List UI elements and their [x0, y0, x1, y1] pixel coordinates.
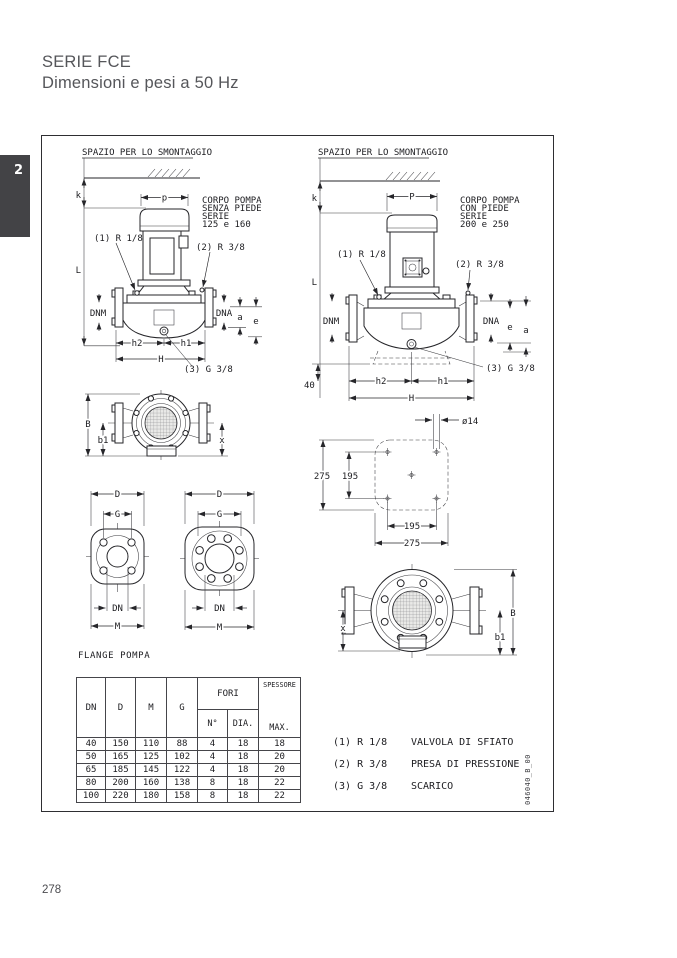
drawing-code: 046040_B_00	[524, 754, 532, 805]
col-header-dia: DIA.	[228, 710, 259, 738]
flange2-dim-G: G	[216, 510, 223, 520]
strainer	[145, 407, 177, 439]
right-dim-b1: b1	[494, 633, 506, 643]
left-dim-h1: h1	[180, 339, 192, 349]
flange2-dim-M: M	[216, 623, 223, 633]
spessore-label: SPESSORE	[263, 681, 296, 689]
strainer	[393, 591, 432, 630]
section-tab-number: 2	[13, 163, 23, 178]
page-subtitle: Dimensioni e pesi a 50 Hz	[42, 74, 239, 92]
flange2-dim-D: D	[216, 490, 223, 500]
left-dim-h2: h2	[131, 339, 143, 349]
flange-section-title: FLANGE POMPA	[78, 651, 151, 661]
left-motor	[137, 209, 191, 295]
left-pump-side-view	[76, 148, 263, 375]
left-dim-a: a	[237, 313, 243, 323]
pressure-tap	[200, 288, 204, 292]
pressure-tap	[466, 291, 470, 295]
legend-desc: PRESA DI PRESSIONE	[411, 759, 520, 770]
right-dim-H: H	[408, 394, 415, 404]
right-dim-e: e	[507, 323, 513, 333]
page-title: SERIE FCE	[42, 53, 131, 71]
left-corpo-note	[202, 196, 262, 230]
col-header-spessore	[259, 678, 301, 738]
left-dim-x: x	[219, 436, 225, 446]
left-note2: (2) R 3/8	[196, 243, 245, 253]
col-header-fori: FORI	[198, 678, 259, 710]
table-row: 50 165 125 102 4 18 20	[77, 751, 301, 764]
right-note2: (2) R 3/8	[455, 260, 504, 270]
left-space-label: SPAZIO PER LO SMONTAGGIO	[82, 148, 213, 158]
legend-code: (2) R 3/8	[333, 759, 388, 770]
right-pump-top-view	[338, 564, 517, 658]
table-row: 40 150 110 88 4 18 18	[77, 738, 301, 751]
svg-text:SENZA PIEDE: SENZA PIEDE	[202, 204, 262, 214]
left-dim-p: p	[161, 193, 168, 204]
flange-4-hole-view	[86, 490, 149, 632]
right-note3: (3) G 3/8	[486, 364, 535, 374]
flange-table	[76, 677, 301, 803]
left-dim-dnm: DNM	[89, 309, 107, 319]
page-number: 278	[42, 884, 62, 896]
left-ceiling-hatch	[148, 169, 190, 177]
left-dim-L: L	[75, 266, 81, 276]
vent-valve	[135, 291, 139, 295]
svg-text:CON PIEDE: CON PIEDE	[460, 204, 509, 214]
left-dim-H: H	[158, 355, 164, 365]
svg-text:SERIE: SERIE	[202, 212, 230, 222]
legend-desc: VALVOLA DI SFIATO	[411, 737, 514, 748]
svg-text:SERIE: SERIE	[460, 212, 488, 222]
flange1-dim-G: G	[114, 510, 121, 520]
svg-text:CORPO POMPA: CORPO POMPA	[202, 196, 262, 206]
right-dim-p: P	[409, 192, 415, 203]
base-dim-275v: 275	[313, 472, 331, 482]
col-header-d: D	[106, 678, 136, 738]
flange1-dim-D: D	[114, 490, 121, 500]
svg-text:CORPO POMPA: CORPO POMPA	[460, 196, 520, 206]
legend	[333, 737, 519, 803]
flange-8-hole-view	[180, 490, 259, 633]
col-header-dn: DN	[77, 678, 106, 738]
right-motor	[383, 215, 441, 300]
left-note1: (1) R 1/8	[94, 234, 143, 244]
right-dim-L: L	[311, 278, 317, 288]
table-row: 100 220 180 158 8 18 22	[77, 790, 301, 803]
legend-code: (1) R 1/8	[333, 737, 388, 748]
right-dim-x: x	[340, 624, 346, 634]
left-dim-k: k	[75, 191, 81, 201]
right-dim-40: 40	[304, 381, 315, 391]
legend-item	[333, 759, 519, 781]
left-dim-dna: DNA	[215, 309, 233, 319]
right-space-label: SPAZIO PER LO SMONTAGGIO	[318, 148, 449, 158]
drain-plug	[160, 327, 168, 335]
left-pump-top-view	[85, 390, 228, 460]
right-dim-h1: h1	[437, 377, 449, 387]
left-dim-B: B	[85, 420, 91, 430]
col-header-n: N°	[198, 710, 228, 738]
base-dim-195h: 195	[403, 522, 421, 532]
base-dim-195v: 195	[341, 472, 359, 482]
flange2-dim-DN: DN	[214, 604, 225, 614]
col-header-m: M	[136, 678, 167, 738]
left-dim-e: e	[253, 317, 259, 327]
right-dim-dnm: DNM	[322, 317, 340, 327]
base-dim-hole: ø14	[462, 417, 479, 427]
flange1-dim-M: M	[114, 622, 121, 632]
max-label: MAX.	[269, 723, 290, 733]
svg-text:200 e 250: 200 e 250	[460, 220, 509, 230]
right-ceiling-hatch	[386, 172, 435, 180]
legend-item	[333, 781, 519, 803]
right-dim-a: a	[523, 326, 529, 336]
table-row: 80 200 160 138 8 18 22	[77, 777, 301, 790]
col-header-g: G	[167, 678, 198, 738]
legend-code: (3) G 3/8	[333, 781, 388, 792]
base-dim-275h: 275	[403, 539, 421, 549]
svg-text:125 e 160: 125 e 160	[202, 220, 251, 230]
right-base-plate-view	[314, 414, 478, 549]
left-dim-b1: b1	[97, 436, 109, 446]
right-dim-dna: DNA	[482, 317, 500, 327]
table-row: 65 185 145 122 4 18 20	[77, 764, 301, 777]
left-volute	[112, 288, 216, 338]
right-dim-B: B	[510, 609, 516, 619]
right-dim-k: k	[311, 194, 317, 204]
flange1-dim-DN: DN	[112, 604, 123, 614]
legend-item	[333, 737, 519, 759]
right-dim-h2: h2	[375, 377, 387, 387]
left-note3: (3) G 3/8	[184, 365, 233, 375]
legend-desc: SCARICO	[411, 781, 454, 792]
right-pump-side-view	[304, 148, 535, 404]
right-corpo-note	[460, 196, 520, 230]
right-note1: (1) R 1/8	[337, 250, 386, 260]
base-hole-marks	[384, 448, 441, 503]
vent-valve	[377, 295, 381, 299]
